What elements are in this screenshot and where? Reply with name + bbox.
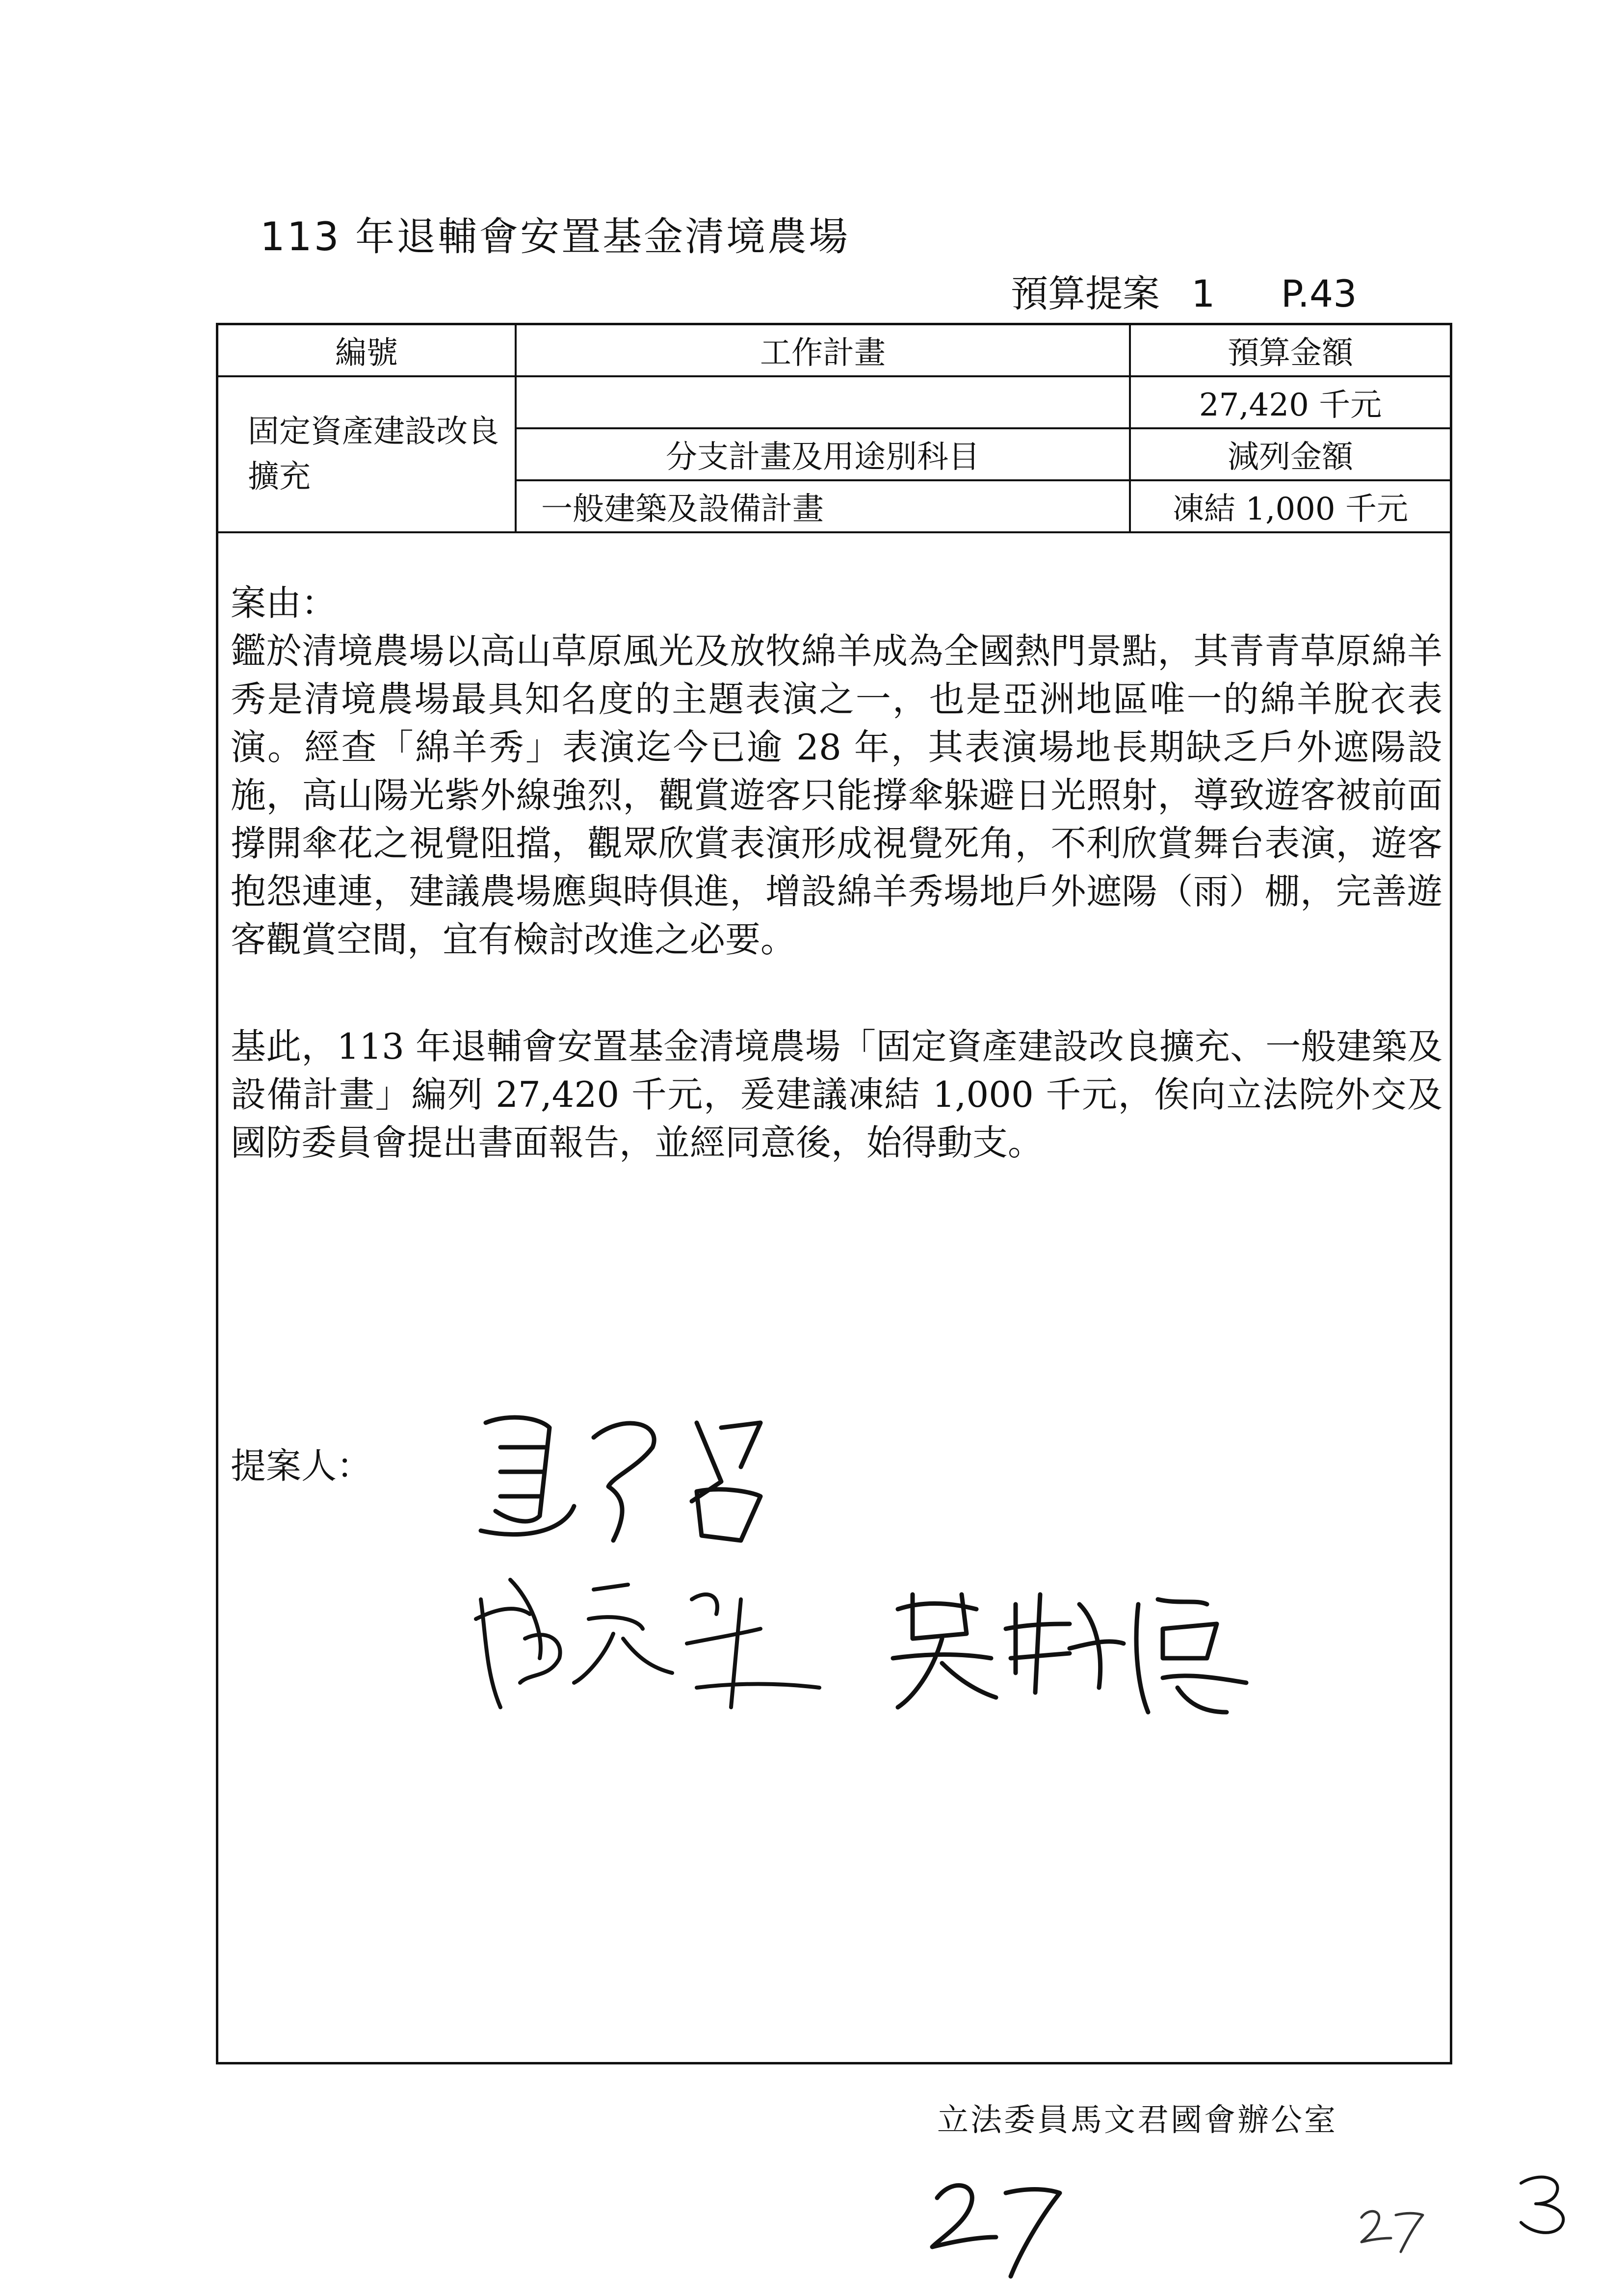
page-reference: P.43	[1281, 272, 1357, 315]
sub-plan-header: 分支計畫及用途別科目	[516, 428, 1130, 480]
col-header-id: 編號	[218, 325, 516, 376]
proposal-line	[1011, 264, 1357, 317]
table-row	[218, 376, 1450, 428]
basis-paragraph: 基此，113 年退輔會安置基金清境農場「固定資產建設改良擴充、一般建築及設備計畫」編列 27,420 千元，爰建議凍結 1,000 千元，俟向立法院外交及國防委員會提出書面報告，並經同意後，始得動支。	[231, 1026, 1442, 1163]
col-header-budget: 預算金額	[1130, 325, 1450, 376]
proposer-label: 提案人：	[231, 1445, 372, 1487]
proposal-body	[231, 579, 1442, 1167]
plan-value-cell	[516, 376, 1130, 428]
signature-2	[466, 1560, 849, 1717]
handwritten-page-mark-1	[922, 2168, 1070, 2281]
handwritten-page-mark-3	[1506, 2168, 1580, 2237]
reduction-value: 凍結 1,000 千元	[1130, 480, 1450, 532]
table-header-row	[218, 325, 1450, 376]
signature-3	[883, 1575, 1266, 1722]
reason-paragraph: 鑑於清境農場以高山草原風光及放牧綿羊成為全國熱門景點，其青青草原綿羊秀是清境農場最具知名度的主題表演之一，也是亞洲地區唯一的綿羊脫衣表演。經查「綿羊秀」表演迄今已逾 28 年，其表演場地長期缺乏戶外遮陽設施，高山陽光紫外線強烈，觀賞遊客只能撐傘躲避日光照射，導致遊客被前面撐開傘花之視覺阻擋，觀眾欣賞表演形成視覺死角，不利欣賞舞台表演，遊客抱怨連連，建議農場應與時俱進，增設綿羊秀場地戶外遮陽（雨）棚，完善遊客觀賞空間，宜有檢討改進之必要。	[231, 630, 1442, 960]
budget-value-cell: 27,420 千元	[1130, 376, 1450, 428]
reason-heading: 案由：	[231, 582, 337, 624]
signature-1	[466, 1393, 810, 1550]
document-title: 113 年退輔會安置基金清境農場	[260, 214, 850, 260]
item-id-cell: 固定資產建設改良擴充	[218, 376, 516, 532]
col-header-plan: 工作計畫	[516, 325, 1130, 376]
budget-table	[218, 325, 1450, 533]
sub-plan-value: 一般建築及設備計畫	[516, 480, 1130, 532]
reduction-header: 減列金額	[1130, 428, 1450, 480]
proposal-number: 1	[1191, 272, 1215, 315]
proposal-label: 預算提案	[1011, 272, 1160, 315]
handwritten-page-mark-2	[1354, 2198, 1428, 2257]
footer-office: 立法委員馬文君國會辦公室	[937, 2102, 1337, 2139]
